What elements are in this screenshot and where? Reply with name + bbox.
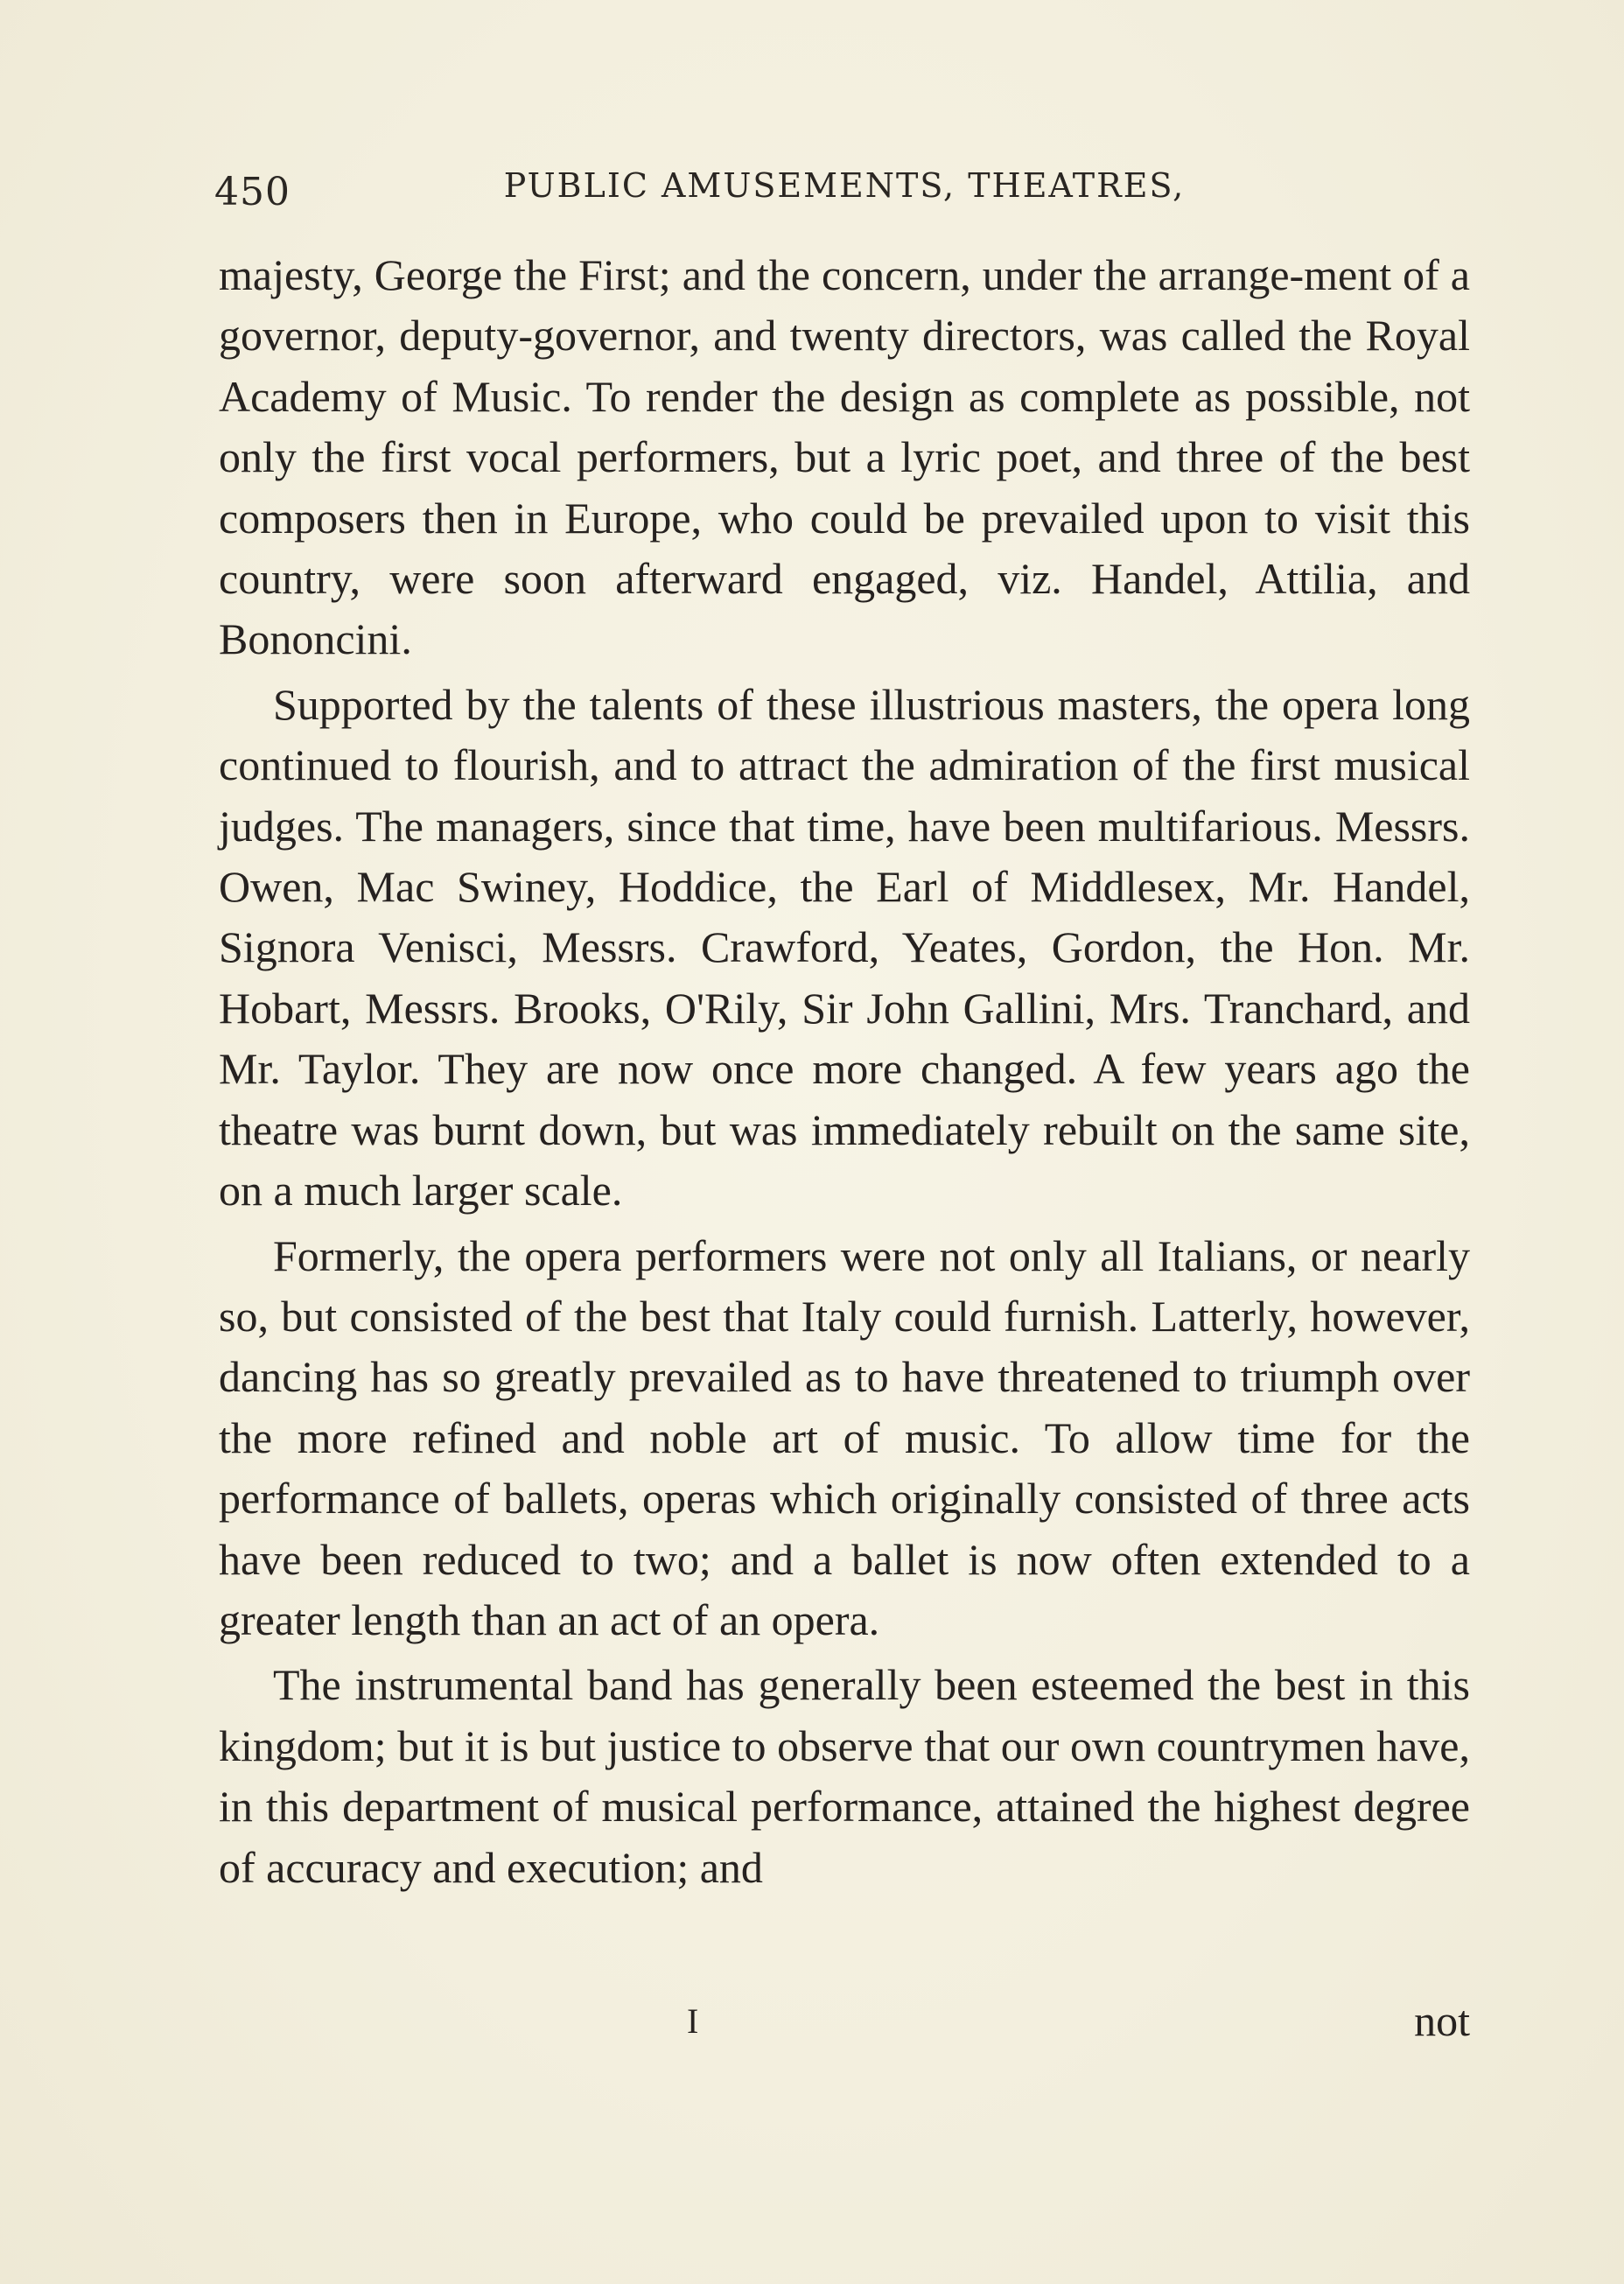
page-header — [214, 156, 1474, 217]
paragraph-continued: majesty, George the First; and the concern, under the arrange-ment of a governor, deputy-governor, and twenty directors, was called the Royal Academy of Music. To render the design as complete as possible, not only the first vocal performers, but a lyric poet, and three of the best composers then in Europe, who could be prevailed upon to visit this country, were soon afterward engaged, viz. Handel, Attilia, and Bononcini. — [219, 250, 1470, 664]
body-text — [219, 245, 1470, 1902]
paragraph: Formerly, the opera performers were not only all Italians, or nearly so, but consisted of the best that Italy could furnish. Latterly, however, dancing has so greatly prevailed as to have threatened to triumph over the more refined and noble art of music. To allow time for the performance of ballets, operas which originally consisted of three acts have been reduced to two; and a ballet is now often extended to a greater length than an act of an opera. — [219, 1230, 1470, 1644]
page-number: 450 — [214, 170, 290, 214]
catchword: not — [1414, 1996, 1470, 2045]
paragraph: The instrumental band has generally been esteemed the best in this kingdom; but it is but justice to observe that our own countrymen have, in this department of musical performance, attained the highest degree of accuracy and execution; and — [219, 1660, 1470, 1892]
running-head: PUBLIC AMUSEMENTS, THEATRES, — [503, 166, 1186, 205]
signature-mark: I — [687, 2001, 699, 2041]
page-footer — [219, 1995, 1470, 2056]
paragraph: Supported by the talents of these illustrious masters, the opera long continued to flourish, and to attract the admiration of the first musical judges. The managers, since that time, have been multifarious. Messrs. Owen, Mac Swiney, Hoddice, the Earl of Middlesex, Mr. Handel, Signora Venisci, Messrs. Crawford, Yeates, Gordon, the Hon. Mr. Hobart, Messrs. Brooks, O'Rily, Sir John Gallini, Mrs. Tranchard, and Mr. Taylor. They are now once more changed. A few years ago the theatre was burnt down, but was immediately rebuilt on the same site, on a much larger scale. — [219, 679, 1470, 1216]
